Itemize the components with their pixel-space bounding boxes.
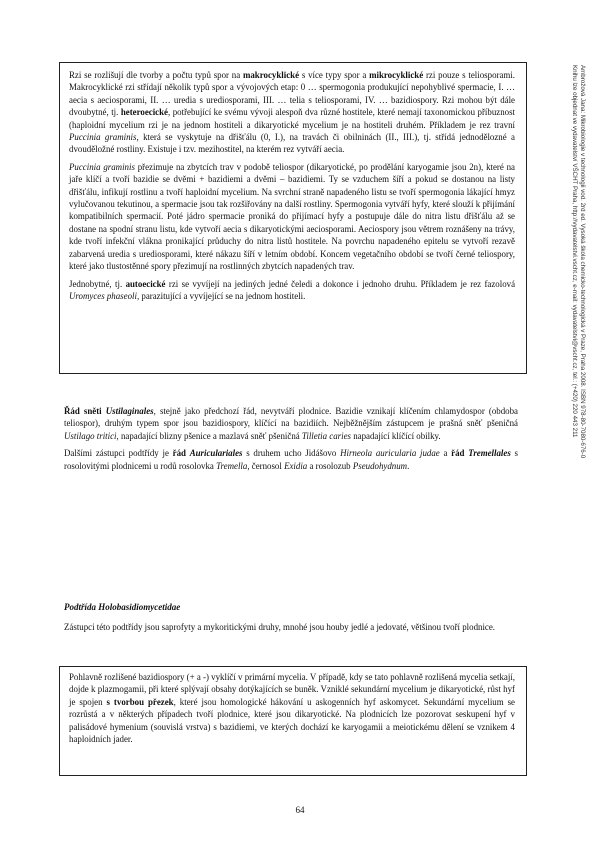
paragraph-puccinia: Puccinia graminis přezimuje na zbytcích trav v podobě teliospor (dikaryotické, po prodělání karyogamie jsou 2n), které na jaře klíčí a tvoří bazidie se dvěmi + bazidiemi a dvěmi – bazidiemi. Ty se vzduchem šíří a pokud se dostanou na listy dřišťálu, infikují rostlinu a tvoří haploidní mycelium. Na svrchní straně napadeného listu se tvoří spermogonia lákající hmyz vylučovanou tekutinou, a spermacie jsou tak rozšiřovány na další rostliny. Spermogonia vytváří hyfy, které slouží k přijímání kompatibilních spermacií. Poté jádro spermacie proniká do přijímací hyfy a postupuje dále do nitra listu dřišťálu až se dostane na spodní stranu listu, kde vytvoří aecia s dikaryotickými aeciosporami. Aeciospory jsou větrem roznášeny na trávy, kde tvoří infekční vlákna pronikající průduchy do nitra listů hostitele. Na povrchu napadeného epitelu se vytvoří rezavě zabarvená uredia s urediosporami, které nákazu šíří v letním období. Koncem vegetačního období se tvoří černé teliospory, které jako tlustostěnné spory přezimují na rostlinných zbytcích napadených trav. xyxy=(69,161,515,272)
paragraph-ustilaginales: Řád sněti Ustilaginales, stejně jako předchozí řád, nevytváří plodnice. Bazidie vznikají klíčením chlamydospor (obdoba teliospor), druhým typem spor jsou bazidiospory, klíčící na bazidiích. Nejběžnějším zástupcem je prašná sněť pšeničná Ustilago tritici, napadající blizny pšenice a mazlavá sněť pšeničná Tilletia caries napadající klíčící obilky. xyxy=(64,406,518,441)
paragraph-autoecic: Jednobytné, tj. autoecické rzi se vyvíjejí na jediných jedné čeledi a dokonce i jednoho druhu. Příkladem je rez fazolová Uromyces phaseoli, parazitující a vyvíjející se na jednom hostiteli. xyxy=(69,278,516,301)
citation-line-2: Knihu lze objednat ve vydavatelství VŠCHT Praha, http://vydavatelstvi.vscht.cz, e-mail: vydavatelstvi@vscht.cz, tel.: (+420) 220 443 211 xyxy=(571,65,579,438)
info-box-mycelium xyxy=(59,666,527,776)
section-holobasidio xyxy=(64,621,518,638)
paragraph-mycelium: Pohlavně rozlišené bazidiospory (+ a -) vyklíčí v primární mycelia. V případě, kdy se tato pohlavně rozlišená mycelia setkají, dojde k plazmogamii, při které splývají obsahy dotýkajících se buněk. Vzniklé sekundární mycelium je dikaryotické, růst hyf je spojen s tvorbou přezek, které jsou homologické hákování u askogenních hyf askomycet. Sekundární mycelium se rozrůstá a v některých případech tvoří plodnice, které jsou dikaryotické. Na plodnicích lze pozorovat seskupení hyf v palisádové hymenium (souvislá vrstva) s bazidiemi, ve kterých dochází ke karyogamii a meiotickému dělení se vznikem 4 haploidních jader. xyxy=(69,672,515,745)
citation-sidebar xyxy=(560,65,586,585)
section-ustilaginales xyxy=(64,405,518,477)
info-box-rusts xyxy=(59,62,527,374)
section-heading: Podtřída Holobasidiomycetidae xyxy=(64,602,181,612)
citation-line-1: Ambrožová Jana: Mikrobiologie v technologii vod. 2rd ed. Vysoká škola chemicko-technologická v Praze, Praha 2008. ISBN 978-80-7080-676-0 xyxy=(579,65,586,459)
page-number: 64 xyxy=(295,805,305,815)
info-box-rusts-text xyxy=(69,69,515,307)
paragraph-rust-types: Rzi se rozlišují dle tvorby a počtu typů spor na makrocyklické s více typy spor a mikrocyklické rzi pouze s teliosporami. Makrocyklické rzi střídají několik typů spor a vývojových etap: 0 … spermogonia produkující nepohyblivé spermacie, I. … aecia s aeciosporami, II. … uredia s urediosporami, III. … telia s teliosporami, IV. … bazidiospory. Rzi mohou být dále dvoubytné, tj. heteroecické, potřebující ke svému vývoji alespoň dva různé hostitele, které nemají taxonomickou příbuznost (haploidní mycelium rzi je na jednom hostiteli a dikaryotické mycelium je na hostiteli druhém. Příkladem je rez travní Puccinia graminis, která se vyskytuje na dřišťálu (0, I.), na travách či obilninách (II., III.), tj. střídá jednodělozné a dvouděložné rostliny. Existuje i tzv. mezihostitel, na kterém rez vytváří aecia. xyxy=(69,70,516,155)
paragraph-other-orders: Dalšími zástupci podtřídy je řád Auriculariales s druhem ucho Jidášovo Hirneola auricularia judae a řád Tremellales s rosolovitými plodnicemi u rodů rosolovka Tremella, černosol Exidia a rosolozub Pseudohydnum. xyxy=(64,448,518,471)
paragraph-holobasidio: Zástupci této podtřídy jsou saprofyty a mykoritickými druhy, mnohé jsou houby jedlé a jedovaté, většinou tvoří plodnice. xyxy=(64,622,496,632)
info-box-mycelium-text xyxy=(69,671,515,750)
